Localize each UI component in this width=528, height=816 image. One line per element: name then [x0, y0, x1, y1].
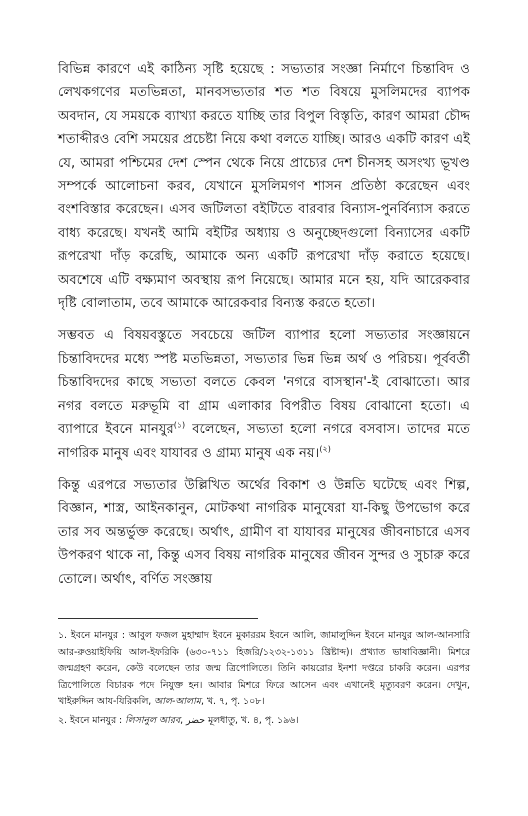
paragraph-2-text-a: সম্ভবত এ বিষয়বস্তুতে সবচেয়ে জটিল ব্যাপার হলো সভ্যতার সংজ্ঞায়নে চিন্তাবিদদের মধ্যে স্পষ্ট মতভিন্নতা, সভ্যতার ভিন্ন ভিন্ন অর্থ ও পরিচয়। পূর্ববর্তী চিন্তাবিদদের কাছে সভ্যতা বলতে কেবল 'নগরে বাসস্থান'-ই বোঝাতো। আর নগর বলতে মরুভূমি বা গ্রাম এলাকার বিপরীত বিষয় বোঝানো হতো। এ ব্যাপারে ইবনে মানযুর — [58, 328, 470, 438]
paragraph-1: বিভিন্ন কারণে এই কাঠিন্য সৃষ্টি হয়েছে : সভ্যতার সংজ্ঞা নির্মাণে চিন্তাবিদ ও লেখকগণের মতভিন্নতা, মানবসভ্যতার শত শত বিষয়ে মুসলিমদের ব্যাপক অবদান, যে সময়কে ব্যাখ্যা করতে যাচ্ছি তার বিপুল বিস্তৃতি, কারণ আমরা চৌদ্দ শতাব্দীরও বেশি সময়ের প্রচেষ্টা নিয়ে কথা বলতে যাচ্ছি। আরও একটি কারণ এই যে, আমরা পশ্চিমের দেশ স্পেন থেকে নিয়ে প্রাচ্যের দেশ চীনসহ অসংখ্য ভূখণ্ড সম্পর্কে আলোচনা করব, যেখানে মুসলিমগণ শাসন প্রতিষ্ঠা করেছেন এবং বংশবিস্তার করেছেন। এসব জটিলতা বইটিতে বারবার বিন্যাস-পুনর্বিন্যাস করতে বাধ্য করেছে। যখনই আমি বইটির অধ্যায় ও অনুচ্ছেদগুলো বিন্যাসের একটি রূপরেখা দাঁড় করেছি, আমাকে অন্য একটি রূপরেখা দাঁড় করাতে হয়েছে। অবশেষে এটি বক্ষ্যমাণ অবস্থায় রূপ নিয়েছে। আমার মনে হয়, যদি আরেকবার দৃষ্টি বোলাতাম, তবে আমাকে আরেকবার বিন্যস্ত করতে হতো। — [58, 62, 470, 312]
footnote-2-prefix: ২. ইবনে মানযুর : — [58, 714, 126, 726]
footnote-2 — [58, 713, 470, 730]
footnote-ref-1: (১) — [173, 420, 186, 430]
body-text — [58, 58, 470, 591]
footnote-1 — [58, 628, 470, 711]
footnote-1-book-title: আল-আলাম — [154, 696, 201, 707]
paragraph-3: কিন্তু এরপরে সভ্যতার উল্লিখিত অর্থের বিকাশ ও উন্নতি ঘটেছে এবং শিল্প, বিজ্ঞান, শাস্ত্র, আইনকানুন, মোটকথা নাগরিক মানুষেরা যা-কিছু উপভোগ করে তার সব অন্তর্ভুক্ত করেছে। অর্থাৎ, গ্রামীণ বা যাযাবর মানুষের জীবনাচারে এসব উপকরণ থাকে না, কিন্তু এসব বিষয় নাগরিক মানুষের জীবন সুন্দর ও সুচারু করে তোলে। অর্থাৎ, বর্ণিত সংজ্ঞায় — [58, 477, 470, 587]
paragraph-2-text-b: বলেছেন, সভ্যতা হলো নগরে বসবাস। তাদের মতে নাগরিক মানুষ এবং যাযাবর ও গ্রাম্য মানুষ এক নয়। — [58, 422, 470, 461]
footnote-1-text: ১. ইবনে মানযুর : আবুল ফজল মুহাম্মাদ ইবনে মুকাররম ইবনে আলি, জামালুদ্দিন ইবনে মানযুর আল-আনসারি আর-রুওয়াইফিয়ি আল-ইফরিকি (৬৩০-৭১১ হিজরি/১২৩২-১৩১১ খ্রিষ্টাব্দ)। প্রখ্যাত ভাষাবিজ্ঞানী। মিশরে জন্মগ্রহণ করেন, কেউ বলেছেন তার জন্ম ত্রিপোলিতে। তিনি কায়রোর ইনশা দপ্তরে চাকরি করেন। এরপর ত্রিপোলিতে বিচারক পদে নিযুক্ত হন। আবার মিশরে ফিরে আসেন এবং এখানেই মৃত্যুবরণ করেন। দেখুন, খাইরুদ্দিন আয-যিরিকলি, — [58, 630, 470, 707]
footnote-ref-2: (২) — [319, 444, 331, 454]
footnote-2-citation: মূলধাতু, খ. ৪, পৃ. ১৯৬। — [207, 714, 299, 726]
paragraph-2 — [58, 324, 470, 464]
footnote-divider — [58, 618, 258, 619]
footnote-2-book-title: লিসানুল আরব — [125, 714, 181, 726]
footnote-1-citation: , খ. ৭, পৃ. ১০৮। — [200, 696, 265, 707]
footnote-2-arabic-root: , حضر — [180, 714, 208, 726]
footnotes — [58, 628, 470, 731]
